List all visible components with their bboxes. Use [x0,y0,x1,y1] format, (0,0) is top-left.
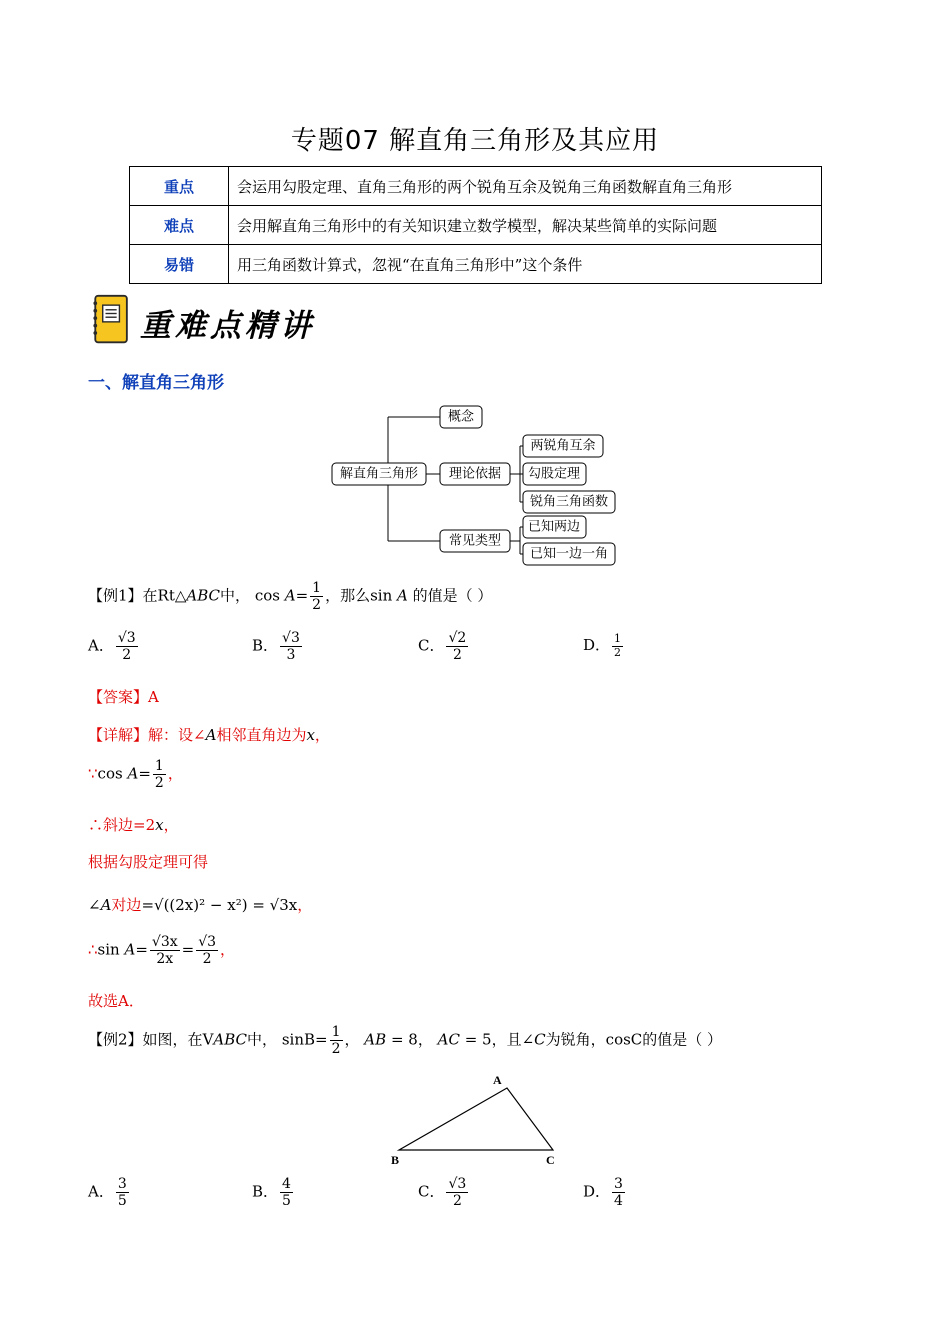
diagram-theory-item: 勾股定理 [527,466,581,482]
table-row [130,245,822,284]
diagram-types-label: 常见类型 [448,533,502,549]
example-1-stem: 【例1】在Rt△ABC中， cos A= $\frac{1}{2}$ ，那么sin A 的值是（ ） [88,580,493,614]
diagram-type-item: 已知一边一角 [529,546,609,562]
option-a[interactable]: A． $\frac{3}{5}$ [88,1176,127,1210]
diagram-root-label: 解直角三角形 [339,466,419,482]
solution-line-6: ∴sin A= $\frac{√3x}{2x}$ = $\frac{√3}{2}$ ， [88,934,236,968]
table-row [130,206,822,245]
row-label: 重点 [130,167,229,206]
diagram-theory-item: 两锐角互余 [530,438,596,454]
row-text: 会运用勾股定理、直角三角形的两个锐角互余及锐角三角函数解直角三角形 [229,167,822,206]
option-a[interactable]: A． $\frac{√3}{2}$ [88,630,136,664]
concept-diagram [330,402,620,570]
diagram-concept-label: 概念 [447,409,475,425]
solution-line-4: 根据勾股定理可得 [88,853,209,871]
section-heading: 一、解直角三角形 [88,373,224,393]
vertex-c-label: C [546,1153,555,1167]
diagram-theory-item: 锐角三角函数 [529,494,609,510]
row-label: 难点 [130,206,229,245]
diagram-theory-label: 理论依据 [448,466,502,482]
option-d[interactable]: D． $\frac{1}{2}$ [583,632,622,659]
row-text: 用三角函数计算式，忽视“在直角三角形中”这个条件 [229,245,822,284]
answer-line: 【答案】A [88,688,159,706]
fraction: $\frac{1}{2}$ [312,580,322,614]
banner-title: 重难点精讲 [140,308,315,344]
example-tag: 【例1】 [88,586,143,605]
solution-line-2: ∵cos A= $\frac{1}{2}$ ， [88,758,183,792]
triangle-figure [385,1070,565,1170]
vertex-b-label: B [391,1153,400,1167]
option-d[interactable]: D． $\frac{3}{4}$ [583,1176,623,1210]
option-b[interactable]: B． $\frac{√3}{3}$ [252,630,300,664]
triangle-abc [399,1088,553,1150]
key-points-table [129,166,822,284]
option-b[interactable]: B． $\frac{4}{5}$ [252,1176,291,1210]
solution-line-5: ∠A对边=√((2x)² − x²) = √3x， [88,896,313,914]
table-row [130,167,822,206]
solution-line-1: 【详解】解：设∠A相邻直角边为x， [88,726,330,744]
example-2-stem: 【例2】如图，在VABC中， sinB= $\frac{1}{2}$ ， AB = 8， AC = 5，且∠C为锐角，cosC的值是（ ） [88,1024,723,1058]
notebook-icon [90,294,134,346]
option-c[interactable]: C． $\frac{√3}{2}$ [418,1176,467,1210]
solution-line-3: ∴斜边=2x， [88,816,179,834]
vertex-a-label: A [493,1073,502,1087]
row-text: 会用解直角三角形中的有关知识建立数学模型，解决某些简单的实际问题 [229,206,822,245]
example-tag: 【例2】 [88,1030,143,1049]
solution-conclusion: 故选A． [88,992,144,1010]
row-label: 易错 [130,245,229,284]
diagram-type-item: 已知两边 [527,519,581,535]
page-title: 专题07 解直角三角形及其应用 [290,126,660,156]
option-c[interactable]: C． $\frac{√2}{2}$ [418,630,467,664]
